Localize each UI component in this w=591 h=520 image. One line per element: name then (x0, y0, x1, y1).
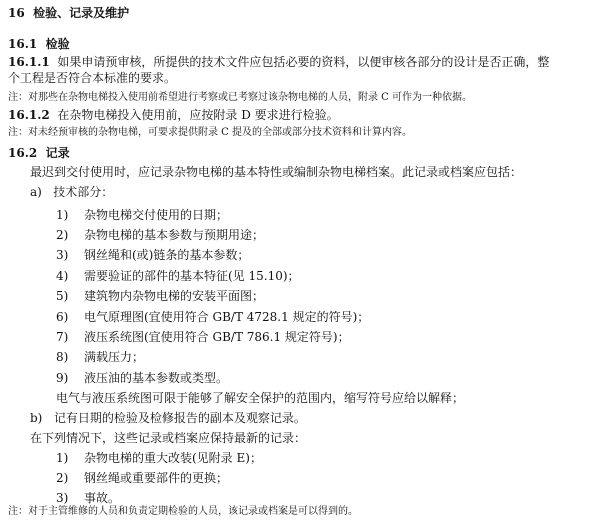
list-item-text: 需要验证的部件的基本特征(见 15.10)； (84, 269, 300, 283)
list-item-number: 6) (56, 310, 69, 324)
list-item-text: 杂物电梯的基本参数与预期用途； (84, 228, 265, 242)
list-item-text: 满载压力； (84, 350, 145, 364)
subsection-title: 检验 (45, 37, 70, 51)
list-item-number: 1) (56, 208, 69, 222)
list-text: 技术部分： (53, 185, 114, 199)
subsection-16-2-heading (8, 146, 70, 161)
section-number: 16 (8, 6, 25, 20)
subsection-number: 16.1 (8, 37, 38, 51)
list-label: a) (30, 185, 42, 199)
diagram-scope-note: 电气与液压系统图可限于能够了解安全保护的范围内，缩写符号应给以解释； (56, 391, 465, 405)
list-item-text: 液压系统图(宜使用符合 GB/T 786.1 规定符号)； (84, 330, 350, 344)
list-label: b) (30, 411, 43, 425)
list-item-text: 杂物电梯的重大改装(见附录 E)； (84, 451, 262, 465)
subsection-title: 记录 (45, 146, 70, 160)
list-b-item (30, 411, 306, 426)
list-item-text: 液压油的基本参数或类型。 (84, 371, 229, 385)
list-item-text: 事故。 (84, 491, 121, 505)
list-item-number: 9) (56, 371, 69, 385)
list-item-number: 4) (56, 269, 69, 283)
clause-number: 16.1.2 (8, 108, 50, 122)
subsection-16-1-heading (8, 37, 70, 52)
list-item-number: 5) (56, 289, 69, 303)
section-title: 检验、记录及维护 (33, 6, 130, 20)
list-item-text: 建筑物内杂物电梯的安装平面图； (84, 289, 265, 303)
note-16-2: 注：对于主管维修的人员和负责定期检验的人员，该记录或档案是可以得到的。 (8, 506, 358, 517)
list-item-number: 2) (56, 471, 69, 485)
clause-text: 在杂物电梯投入使用前，应按附录 D 要求进行检验。 (57, 108, 339, 122)
note-16-1-2: 注：对未经预审核的杂物电梯，可要求提供附录 C 提及的全部或部分技术资料和计算内容。 (8, 127, 413, 138)
list-text: 记有日期的检验及检修报告的副本及观察记录。 (53, 411, 306, 425)
clause-text: 如果申请预审核，所提供的技术文件应包括必要的资料，以便审核各部分的设计是否正确，整 (57, 55, 550, 69)
list-item-text: 电气原理图(宜使用符合 GB/T 4728.1 规定的符号)； (84, 310, 370, 324)
clause-16-1-2 (8, 108, 339, 123)
list-item-number: 8) (56, 350, 69, 364)
clause-16-1-1-line2: 个工程是否符合本标准的要求。 (8, 71, 177, 85)
list-item-number: 1) (56, 451, 69, 465)
update-intro: 在下列情况下，这些记录或档案应保持最新的记录： (30, 431, 307, 445)
note-16-1-1: 注：对那些在杂物电梯投入使用前希望进行考察或已考察过该杂物电梯的人员，附录 C 可作为一种依据。 (8, 92, 473, 103)
clause-number: 16.1.1 (8, 55, 50, 69)
clause-16-1-1-line1 (8, 55, 549, 70)
list-item-number: 3) (56, 491, 69, 505)
subsection-number: 16.2 (8, 146, 38, 160)
list-item-text: 钢丝绳和(或)链条的基本参数； (84, 248, 250, 262)
list-item-number: 3) (56, 248, 69, 262)
section-heading (8, 6, 129, 21)
list-item-text: 杂物电梯交付使用的日期； (84, 208, 229, 222)
list-item-number: 2) (56, 228, 69, 242)
list-item-number: 7) (56, 330, 69, 344)
list-item-text: 钢丝绳或重要部件的更换； (84, 471, 229, 485)
records-intro: 最迟到交付使用时，应记录杂物电梯的基本特性或编制杂物电梯档案。此记录或档案应包括： (30, 165, 523, 179)
list-a-heading (30, 185, 113, 200)
